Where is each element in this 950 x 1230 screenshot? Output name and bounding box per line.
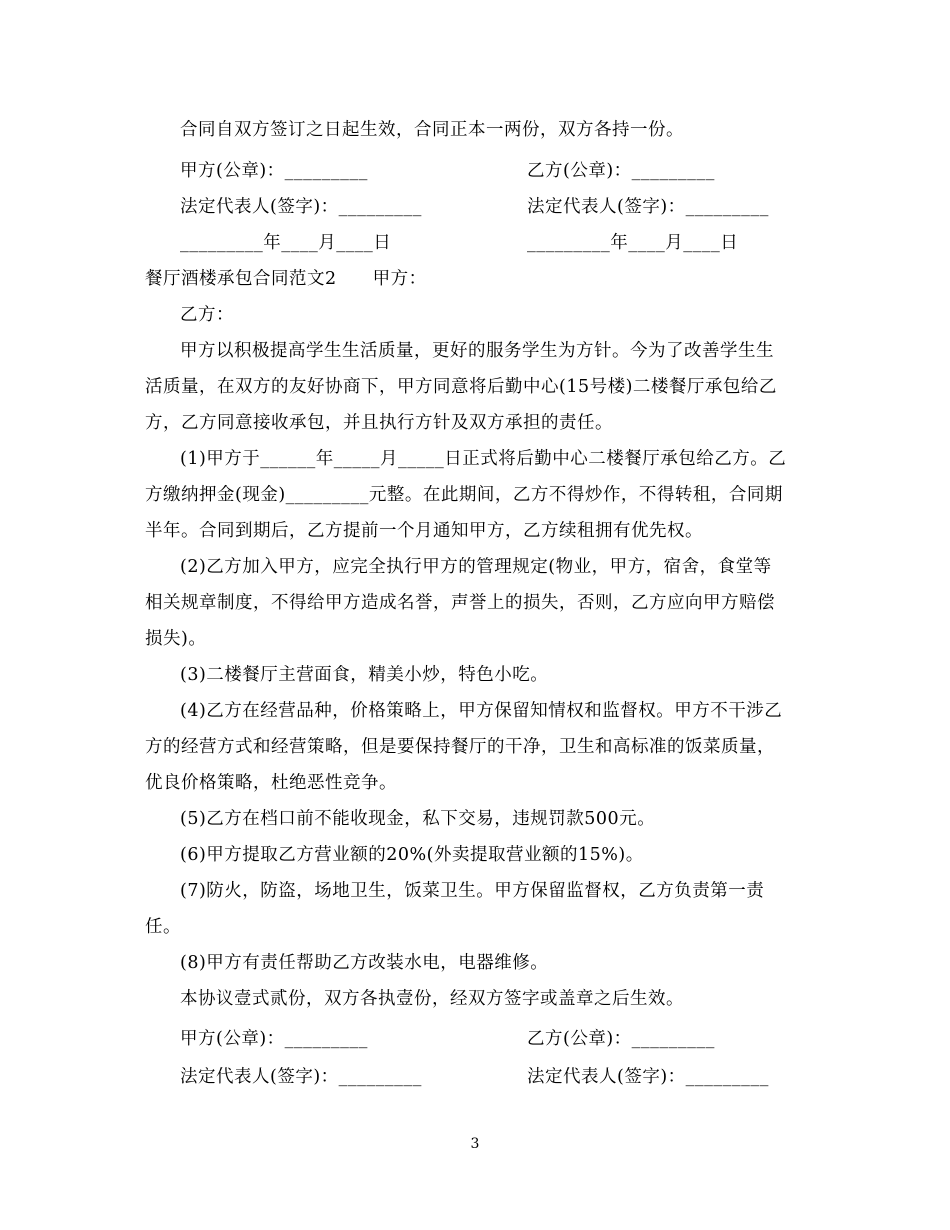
party-b-date: _________年____月____日 bbox=[527, 233, 739, 253]
intro-line: 方，乙方同意接收承包，并且执行方针及双方承担的责任。 bbox=[145, 413, 613, 433]
party-b-seal-2: 乙方(公章)：_________ bbox=[527, 1029, 715, 1049]
party-b-label: 乙方： bbox=[180, 305, 234, 325]
intro-line: 活质量，在双方的友好协商下，甲方同意将后勤中心(15号楼)二楼餐厅承包给乙 bbox=[145, 377, 777, 397]
clause-1-line: (1)甲方于______年_____月_____日正式将后勤中心二楼餐厅承包给乙方。乙 bbox=[180, 449, 787, 469]
clause-7-line: (7)防火，防盗，场地卫生，饭菜卫生。甲方保留监督权，乙方负责第一责 bbox=[180, 881, 765, 901]
clause-7-line: 任。 bbox=[145, 917, 181, 937]
party-a-seal-2: 甲方(公章)：_________ bbox=[180, 1029, 368, 1049]
intro-line: 甲方以积极提高学生生活质量，更好的服务学生为方针。今为了改善学生生 bbox=[180, 341, 774, 361]
clause-6: (6)甲方提取乙方营业额的20%(外卖提取营业额的15%)。 bbox=[180, 845, 644, 865]
party-a-representative-2: 法定代表人(签字)：_________ bbox=[180, 1067, 422, 1087]
closing-clause: 本协议壹式贰份，双方各执壹份，经双方签字或盖章之后生效。 bbox=[180, 989, 684, 1009]
section-heading: 餐厅酒楼承包合同范文2 bbox=[145, 269, 337, 289]
section-heading-line bbox=[145, 262, 810, 296]
clause-2-line: 损失)。 bbox=[145, 629, 207, 649]
clause-4-line: 方的经营方式和经营策略，但是要保持餐厅的干净，卫生和高标准的饭菜质量， bbox=[145, 737, 775, 757]
clause-3: (3)二楼餐厅主营面食，精美小炒，特色小吃。 bbox=[180, 665, 549, 685]
clause-2-line: (2)乙方加入甲方，应完全执行甲方的管理规定(物业，甲方，宿舍，食堂等 bbox=[180, 557, 772, 577]
party-a-seal: 甲方(公章)：_________ bbox=[180, 161, 368, 181]
clause-4-line: 优良价格策略，杜绝恶性竞争。 bbox=[145, 773, 397, 793]
party-a-label: 甲方： bbox=[372, 269, 427, 289]
party-b-representative-2: 法定代表人(签字)：_________ bbox=[527, 1067, 769, 1087]
party-a-representative: 法定代表人(签字)：_________ bbox=[180, 197, 422, 217]
clause-2-line: 相关规章制度，不得给甲方造成名誉，声誉上的损失，否则，乙方应向甲方赔偿 bbox=[145, 593, 775, 613]
clause-1-line: 半年。合同到期后，乙方提前一个月通知甲方，乙方续租拥有优先权。 bbox=[145, 521, 703, 541]
party-b-seal: 乙方(公章)：_________ bbox=[527, 161, 715, 181]
party-b-representative: 法定代表人(签字)：_________ bbox=[527, 197, 769, 217]
clause-4-line: (4)乙方在经营品种，价格策略上，甲方保留知情权和监督权。甲方不干涉乙 bbox=[180, 701, 783, 721]
page-number: 3 bbox=[470, 1136, 480, 1152]
effective-clause: 合同自双方签订之日起生效，合同正本一两份，双方各持一份。 bbox=[180, 120, 684, 140]
clause-5: (5)乙方在档口前不能收现金，私下交易，违规罚款500元。 bbox=[180, 809, 656, 829]
party-a-date: _________年____月____日 bbox=[180, 233, 392, 253]
clause-8: (8)甲方有责任帮助乙方改装水电，电器维修。 bbox=[180, 953, 549, 973]
clause-1-line: 方缴纳押金(现金)_________元整。在此期间，乙方不得炒作，不得转租，合同期 bbox=[145, 485, 783, 505]
